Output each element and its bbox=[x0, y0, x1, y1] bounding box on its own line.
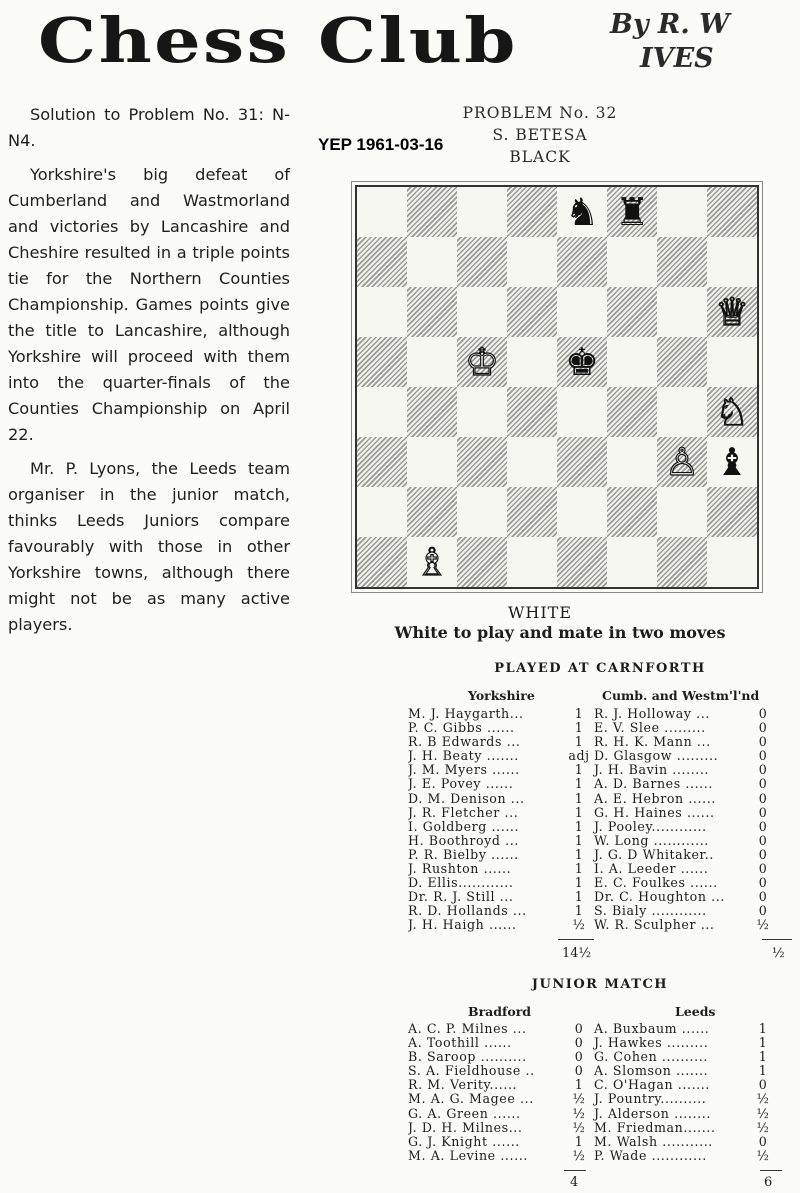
byline-line-2: IVES bbox=[640, 43, 714, 74]
board-square bbox=[407, 537, 457, 587]
column-title: Chess Club bbox=[38, 4, 518, 77]
board-square bbox=[507, 487, 557, 537]
junior-total-2: 6 bbox=[764, 1175, 773, 1190]
player-score: ½ bbox=[572, 1091, 586, 1107]
player-score: 1 bbox=[758, 1063, 768, 1079]
player-score: 1 bbox=[574, 776, 584, 792]
carnforth-team-1: Yorkshire bbox=[468, 688, 535, 703]
player-name: J. R. Fletcher ... bbox=[408, 805, 519, 820]
result-row bbox=[408, 1036, 774, 1050]
result-row bbox=[408, 1135, 774, 1149]
player-score: ½ bbox=[756, 1119, 770, 1135]
board-square bbox=[707, 337, 757, 387]
player-name: R. J. Holloway ... bbox=[594, 707, 710, 721]
player-name: G. A. Green ...... bbox=[408, 1106, 521, 1121]
player-name: G. J. Knight ...... bbox=[408, 1134, 520, 1149]
player-name: W. Long ............ bbox=[594, 833, 709, 848]
player-name: M. A. G. Magee ... bbox=[408, 1092, 534, 1107]
problem-composer: S. BETESA bbox=[492, 126, 588, 144]
player-score: 1 bbox=[574, 720, 584, 736]
board-square bbox=[707, 437, 757, 487]
player-name: J. Rushton ...... bbox=[408, 862, 512, 877]
board-square bbox=[657, 237, 707, 287]
result-row bbox=[408, 834, 774, 848]
player-name: A. D. Barnes ...... bbox=[594, 777, 713, 792]
player-score: 1 bbox=[758, 1021, 768, 1036]
chess-piece-wQ: ♕ bbox=[714, 290, 750, 334]
result-row bbox=[408, 1107, 774, 1121]
board-square bbox=[657, 487, 707, 537]
board-square bbox=[357, 437, 407, 487]
carnforth-total-rule-2 bbox=[762, 939, 792, 940]
player-name: J. Pooley............ bbox=[594, 819, 707, 834]
player-score: ½ bbox=[756, 1147, 770, 1163]
board-square bbox=[657, 187, 707, 237]
board-square bbox=[557, 187, 607, 237]
chess-piece-bR: ♜ bbox=[614, 190, 650, 234]
board-square bbox=[507, 287, 557, 337]
player-name: S. Bialy ............ bbox=[594, 904, 707, 919]
result-row bbox=[408, 1078, 774, 1092]
problem-number: PROBLEM No. 32 bbox=[462, 104, 618, 122]
board-square bbox=[557, 437, 607, 487]
result-row bbox=[408, 848, 774, 862]
player-name: Dr. R. J. Still ... bbox=[408, 890, 514, 905]
board-square bbox=[707, 487, 757, 537]
player-score: 0 bbox=[758, 1133, 768, 1149]
player-score: 0 bbox=[758, 846, 768, 862]
board-square bbox=[507, 237, 557, 287]
board-square bbox=[407, 437, 457, 487]
board-square bbox=[457, 437, 507, 487]
board-square bbox=[507, 437, 557, 487]
board-square bbox=[357, 237, 407, 287]
board-square bbox=[607, 487, 657, 537]
article-paragraph: Yorkshire's big defeat of Cumberland and Wastmorland and victories by Lancashire and Cheshire resulted in a triple points tie for the Northern Counties Championship. Games points give the title to Lancashire, although Yorkshire will proceed with them into the quarter-finals of the Counties Championship on April 22. bbox=[8, 165, 290, 444]
result-row bbox=[408, 876, 774, 890]
date-stamp: YEP 1961-03-16 bbox=[318, 135, 444, 154]
player-name: I. Goldberg ...... bbox=[408, 819, 520, 834]
player-score: 1 bbox=[758, 1035, 768, 1051]
player-score: ½ bbox=[572, 1119, 586, 1135]
player-score: 0 bbox=[758, 832, 768, 848]
board-square bbox=[407, 237, 457, 287]
player-name: A. Toothill ...... bbox=[408, 1036, 512, 1051]
player-score: 1 bbox=[574, 889, 584, 905]
board-square bbox=[707, 387, 757, 437]
board-square bbox=[607, 287, 657, 337]
player-score: 0 bbox=[574, 1049, 584, 1065]
player-score: 0 bbox=[758, 1077, 768, 1093]
board-square bbox=[407, 187, 457, 237]
player-name: D. M. Denison ... bbox=[408, 791, 525, 806]
player-name: A. Buxbaum ...... bbox=[594, 1022, 710, 1036]
player-name: J. Hawkes ......... bbox=[594, 1036, 709, 1051]
player-score: 0 bbox=[758, 734, 768, 750]
player-score: 1 bbox=[574, 706, 584, 721]
board-square bbox=[657, 337, 707, 387]
carnforth-results-table bbox=[408, 707, 774, 933]
chess-piece-wP: ♙ bbox=[664, 440, 700, 484]
player-name: M. Friedman....... bbox=[594, 1120, 716, 1135]
player-score: 0 bbox=[758, 903, 768, 919]
problem-caption: White to play and mate in two moves bbox=[394, 623, 726, 642]
article-column bbox=[8, 102, 290, 646]
result-row bbox=[408, 1022, 774, 1036]
player-score: 0 bbox=[758, 861, 768, 877]
byline bbox=[610, 8, 790, 76]
board-square bbox=[357, 287, 407, 337]
board-square bbox=[407, 487, 457, 537]
board-square bbox=[607, 337, 657, 387]
junior-total-rule-1 bbox=[564, 1170, 586, 1171]
board-square bbox=[607, 537, 657, 587]
player-score: 1 bbox=[574, 762, 584, 778]
board-square bbox=[407, 287, 457, 337]
player-name: A. E. Hebron ...... bbox=[594, 791, 716, 806]
result-row bbox=[408, 1050, 774, 1064]
player-score: 0 bbox=[574, 1063, 584, 1079]
player-score: 1 bbox=[574, 846, 584, 862]
player-name: R. H. K. Mann ... bbox=[594, 735, 711, 750]
result-row bbox=[408, 721, 774, 735]
board-square bbox=[357, 537, 407, 587]
player-name: G. H. Haines ...... bbox=[594, 805, 715, 820]
chess-piece-wK: ♔ bbox=[464, 340, 500, 384]
player-name: H. Boothroyd ... bbox=[408, 833, 519, 848]
board-square bbox=[657, 287, 707, 337]
chess-piece-bK: ♚ bbox=[564, 340, 600, 384]
chess-board bbox=[355, 185, 759, 589]
player-name: M. A. Levine ...... bbox=[408, 1148, 528, 1163]
player-score: 0 bbox=[758, 875, 768, 891]
board-square bbox=[507, 337, 557, 387]
player-score: 0 bbox=[758, 889, 768, 905]
board-square bbox=[507, 187, 557, 237]
player-score: 0 bbox=[758, 706, 768, 721]
player-name: J. E. Povey ...... bbox=[408, 777, 514, 792]
junior-total-rule-2 bbox=[760, 1170, 782, 1171]
player-score: 1 bbox=[574, 790, 584, 806]
board-square bbox=[407, 337, 457, 387]
player-score: 0 bbox=[758, 720, 768, 736]
result-row bbox=[408, 820, 774, 834]
result-row bbox=[408, 1092, 774, 1106]
result-row bbox=[408, 777, 774, 791]
board-square bbox=[457, 287, 507, 337]
player-score: 1 bbox=[758, 1049, 768, 1065]
player-name: C. O'Hagan ....... bbox=[594, 1078, 710, 1093]
board-square bbox=[557, 487, 607, 537]
player-name: J. D. H. Milnes... bbox=[408, 1120, 523, 1135]
player-name: E. C. Foulkes ...... bbox=[594, 876, 718, 891]
player-name: J. Alderson ........ bbox=[594, 1106, 711, 1121]
player-score: 0 bbox=[758, 790, 768, 806]
player-score: ½ bbox=[572, 917, 586, 933]
player-name: J. H. Haigh ...... bbox=[408, 918, 517, 933]
player-name: M. Walsh ........... bbox=[594, 1134, 713, 1149]
carnforth-total-2: ½ bbox=[772, 946, 785, 961]
black-side-label: BLACK bbox=[509, 148, 571, 166]
result-row bbox=[408, 763, 774, 777]
carnforth-total-1: 14½ bbox=[562, 946, 592, 961]
board-square bbox=[457, 187, 507, 237]
carnforth-team-2: Cumb. and Westm'l'nd bbox=[602, 688, 760, 703]
board-square bbox=[457, 237, 507, 287]
player-name: D. Glasgow ......... bbox=[594, 749, 719, 764]
player-score: ½ bbox=[756, 917, 770, 933]
player-score: 1 bbox=[574, 818, 584, 834]
board-square bbox=[557, 337, 607, 387]
result-row bbox=[408, 707, 774, 721]
junior-team-2: Leeds bbox=[675, 1004, 716, 1019]
byline-line-1: By R. W bbox=[610, 9, 730, 40]
player-name: J. Pountry.......... bbox=[594, 1092, 707, 1107]
player-score: 0 bbox=[758, 804, 768, 820]
player-name: P. R. Bielby ...... bbox=[408, 847, 519, 862]
board-square bbox=[607, 237, 657, 287]
chess-piece-bN: ♞ bbox=[564, 190, 600, 234]
player-score: 0 bbox=[758, 776, 768, 792]
player-name: A. Slomson ....... bbox=[594, 1064, 709, 1079]
result-row bbox=[408, 918, 774, 932]
board-square bbox=[707, 187, 757, 237]
player-score: 1 bbox=[574, 875, 584, 891]
player-name: J. H. Beaty ....... bbox=[408, 749, 519, 764]
result-row bbox=[408, 862, 774, 876]
player-name: R. D. Hollands ... bbox=[408, 904, 527, 919]
board-square bbox=[557, 387, 607, 437]
player-name: P. Wade ............ bbox=[594, 1148, 707, 1163]
result-row bbox=[408, 735, 774, 749]
player-score: 1 bbox=[574, 804, 584, 820]
board-square bbox=[457, 537, 507, 587]
carnforth-heading: PLAYED AT CARNFORTH bbox=[494, 661, 706, 676]
player-score: 1 bbox=[574, 734, 584, 750]
board-square bbox=[357, 187, 407, 237]
player-name: B. Saroop .......... bbox=[408, 1050, 527, 1065]
board-square bbox=[457, 387, 507, 437]
player-score: 0 bbox=[574, 1021, 584, 1036]
player-score: ½ bbox=[756, 1105, 770, 1121]
player-name: E. V. Slee ......... bbox=[594, 721, 706, 736]
result-row bbox=[408, 1121, 774, 1135]
board-square bbox=[707, 237, 757, 287]
board-square bbox=[357, 387, 407, 437]
article-paragraph: Mr. P. Lyons, the Leeds team organiser in the junior match, thinks Leeds Juniors compare favourably with those in other Yorkshire towns, although there might not be as many active players. bbox=[8, 459, 290, 634]
player-name: J. H. Bavin ........ bbox=[594, 763, 710, 778]
board-square bbox=[707, 287, 757, 337]
board-square bbox=[557, 287, 607, 337]
player-name: I. A. Leeder ...... bbox=[594, 862, 709, 877]
player-name: M. J. Haygarth... bbox=[408, 707, 524, 721]
result-row bbox=[408, 806, 774, 820]
player-score: 1 bbox=[574, 861, 584, 877]
board-square bbox=[457, 487, 507, 537]
player-name: R. M. Verity...... bbox=[408, 1078, 518, 1093]
player-score: 0 bbox=[758, 818, 768, 834]
player-score: 1 bbox=[574, 1077, 584, 1093]
player-score: ½ bbox=[572, 1147, 586, 1163]
player-name: W. R. Sculpher ... bbox=[594, 918, 715, 933]
junior-results-table bbox=[408, 1022, 774, 1163]
player-score: ½ bbox=[756, 1091, 770, 1107]
board-square bbox=[357, 337, 407, 387]
white-side-label: WHITE bbox=[507, 603, 573, 622]
chess-piece-wB: ♗ bbox=[414, 540, 450, 584]
junior-heading: JUNIOR MATCH bbox=[531, 977, 669, 992]
board-square bbox=[457, 337, 507, 387]
board-square bbox=[707, 537, 757, 587]
player-score: 0 bbox=[574, 1035, 584, 1051]
player-name: G. Cohen .......... bbox=[594, 1050, 708, 1065]
player-name: P. C. Gibbs ...... bbox=[408, 721, 515, 736]
board-square bbox=[657, 437, 707, 487]
junior-team-1: Bradford bbox=[468, 1004, 532, 1019]
player-name: R. B Edwards ... bbox=[408, 735, 521, 750]
player-score: 1 bbox=[574, 1133, 584, 1149]
result-row bbox=[408, 890, 774, 904]
problem-header bbox=[440, 102, 640, 168]
article-paragraph: Solution to Problem No. 31: N-N4. bbox=[8, 105, 290, 150]
result-row bbox=[408, 1149, 774, 1163]
result-row bbox=[408, 904, 774, 918]
board-square bbox=[607, 437, 657, 487]
player-name: D. Ellis............ bbox=[408, 876, 514, 891]
player-score: 0 bbox=[758, 762, 768, 778]
player-name: J. M. Myers ...... bbox=[408, 763, 520, 778]
player-score: 0 bbox=[758, 748, 768, 764]
player-name: J. G. D Whitaker.. bbox=[594, 847, 714, 862]
player-score: 1 bbox=[574, 832, 584, 848]
player-score: 1 bbox=[574, 903, 584, 919]
board-square bbox=[507, 387, 557, 437]
board-square bbox=[657, 387, 707, 437]
board-square bbox=[407, 387, 457, 437]
board-square bbox=[657, 537, 707, 587]
board-square bbox=[557, 537, 607, 587]
board-square bbox=[607, 387, 657, 437]
result-row bbox=[408, 792, 774, 806]
junior-total-1: 4 bbox=[570, 1175, 579, 1190]
player-name: S. A. Fieldhouse .. bbox=[408, 1064, 535, 1079]
player-name: Dr. C. Houghton ... bbox=[594, 890, 725, 905]
board-square bbox=[607, 187, 657, 237]
carnforth-total-rule-1 bbox=[558, 939, 594, 940]
board-square bbox=[557, 237, 607, 287]
player-score: adj bbox=[568, 748, 590, 764]
player-name: A. C. P. Milnes ... bbox=[408, 1022, 527, 1036]
player-score: ½ bbox=[572, 1105, 586, 1121]
result-row bbox=[408, 1064, 774, 1078]
chess-piece-wN: ♘ bbox=[714, 390, 750, 434]
result-row bbox=[408, 749, 774, 763]
board-square bbox=[507, 537, 557, 587]
chess-piece-bB: ♝ bbox=[714, 440, 750, 484]
board-square bbox=[357, 487, 407, 537]
